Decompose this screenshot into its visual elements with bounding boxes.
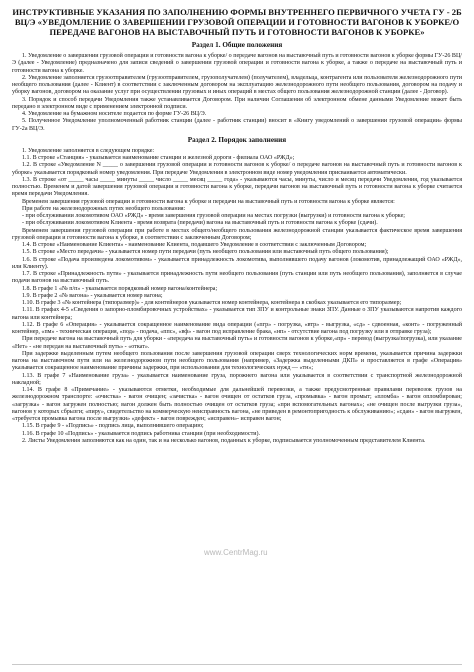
paragraph: 1.1. В строке «Станция» - указывается наименование станции и железной дороги - филиала ОАО «РЖД»; — [22, 155, 295, 161]
paragraph: 1.14. В графе 8 «Примечание» - указываются отметки, необходимые для дальнейшей перевозки, а также предусмотренные правилами перевозок грузов на железнодорожном транспорте: «очистка» - вагон очищен; «зачистка» - вагон очищен от остатков груза, «промывка» - вагон промыт; «пломба» - вагон опломбирован; «загрузка» - вагон загружен полностью; вагон должен быть полностью очищен от остатков груза; «при вспомогательных вагонах»; «не очищен после выгрузки груза», вагонов у которых сбрызги; «пиру», свидетельство на коммерческую неисправность вагона, «не приведен в ремонтопригодность к обслуживанию»; «сдан» - вагон выгружен, «требуется промывка вагона после выгрузки» «дефект» - вагон поврежден; «исправен»- исправен вагон; — [12, 387, 462, 422]
paragraph: 1. Уведомление заполняется в следующем порядке: — [22, 147, 155, 154]
paragraph: 4. Уведомление на бумажном носителе подается по форме ГУ-26 ВЦ/Э. — [22, 111, 207, 117]
paragraph: 3. Порядок и способ передачи Уведомления также устанавливается Договором. При наличии Соглашения об электронном обмене данными Уведомление может быть передано в электронном виде с применением электронной подписи. — [12, 96, 462, 110]
paragraph: 1.13. В графе 7 «Наименование груза» - указывается наименование груза, порожнего вагона или указывается в соответствии с транспортной железнодорожной накладной; — [12, 372, 462, 386]
paragraph: 1.2. В строке «Уведомление N _____ о завершении грузовой операции и готовности вагонов к уборке/ о передаче вагонов на выставочный путь и готовности вагонов к уборке» указывается порядковый номер уведомления. При передаче Уведомления в электронном виде номер уведомления присваивается автоматически. — [12, 162, 462, 176]
section-2-body — [12, 148, 462, 445]
divider — [12, 664, 462, 665]
paragraph: При работе на железнодорожных путях необщего пользования: — [22, 205, 186, 212]
section-1-heading: Раздел 1. Общие положения — [191, 41, 283, 49]
paragraph: При задержке выделенным путем необщего пользования после завершения грузовой операции сверх технологических норм времени, указывается причина задержки вагона на выставочном пути или на железнодорожном пути необщего пользования (например, «Задержка выделенными ДКП» и проставляется в графе «Операция» указывается сокращенное наименование причины задержки, при использовании для технологических нужд — «тн»; — [12, 350, 462, 372]
paragraph: 1.4. В строке «Наименование Клиента» - наименование Клиента, подавшего Уведомление в соответствии с заключенным Договором; — [22, 242, 367, 248]
paragraph: 1.9. В графе 2 «№ вагона» - указывается номер вагона; — [22, 292, 163, 299]
paragraph: 2. Листы Уведомления заполняются как на один, так и на несколько вагонов, поданных к уборке, подписывается уполномоченным представителем Клиента. — [22, 437, 426, 444]
paragraph: Временем завершения грузовой операции и готовности вагона к уборке и передачи на выставочный путь и готовности вагона к уборке является: — [22, 198, 395, 205]
paragraph: 1. Уведомление о завершении грузовой операции и готовности вагона к уборке/ о передаче вагонов на выставочный путь и готовности вагонов к уборке формы ГУ-26 ВЦ/Э (далее - Уведомление) предназначено для записи сведений о завершении грузовой операции и готовности вагона к уборке, а также о передаче на выставочный путь и готовности вагона к уборке. — [12, 53, 462, 74]
paragraph: При передаче вагона на выставочный путь для уборки - «передача на выставочный путь» и готовности вагонов к уборке,«пр» - перевод (выгрузка/погрузка), или указание «Нет» - «не передан на выставочный путь» - «откат». — [12, 336, 462, 350]
watermark: www.CentrMag.ru — [204, 548, 268, 557]
document-title: ИНСТРУКТИВНЫЕ УКАЗАНИЯ ПО ЗАПОЛНЕНИЮ ФОРМЫ ВНУТРЕННЕГО ПЕРВИЧНОГО УЧЕТА ГУ - 2Б ВЦ/Э «УВЕДОМЛЕНИЕ О ЗАВЕРШЕНИИ ГРУЗОВОЙ ОПЕРАЦИИ И ГОТОВНОСТИ ВАГОНОВ К УБОРКЕ/О ПЕРЕДАЧЕ ВАГОНОВ НА ВЫСТАВОЧНЫЙ ПУТЬ И ГОТОВНОСТИ ВАГОНОВ К УБОРКЕ» — [12, 7, 462, 37]
section-2-heading: Раздел 2. Порядок заполнения — [187, 135, 287, 144]
paragraph: - при обслуживании локомотивом ОАО «РЖД» - время завершения грузовой операции на местах погрузки (выгрузки) и готовности вагона к уборке; — [22, 213, 405, 219]
paragraph: - при обслуживании локомотивом Клиента - время возврата (передачи) вагона на выставочный путь и готовности вагона к уборке (сдачи). — [22, 220, 378, 227]
paragraph: 1.8. В графе 1 «№ п/п» - указывается порядковый номер вагона/контейнера; — [22, 285, 218, 292]
paragraph: 1.7. В строке «Принадлежность пути» - указывается принадлежность пути необщего пользования (путь станции или путь необщего пользования), заполняется в случае подачи вагонов на выставочный путь. — [12, 271, 462, 285]
paragraph: Временем завершения грузовой операции при работе в местах общего/необщего пользования железнодорожной станции указывается фактическое время завершения грузовой операции и готовности вагона к уборке, в соответствии с заключенным Договором; — [12, 227, 462, 241]
paragraph: 1.16. В графе 10 «Подпись» - указывается подпись работника станции (при необходимости). — [22, 430, 261, 437]
section-1-body — [12, 53, 462, 133]
paragraph: 1.5. В строке «Место передачи» - указывается номер пути передачи (путь необщего пользования или выставочный путь общего пользования); — [22, 249, 389, 256]
paragraph: 5. Полученное Уведомление уполномоченный работник станции (далее - работник станции) вносит в «Книгу уведомлений о завершении грузовой операции» формы ГУ-2а ВЦ/Э. — [12, 118, 462, 132]
paragraph: 1.6. В строке «Подача произведена локомотивом» - указывается принадлежность локомотива, выполнявшего подачу вагонов (локомотив, принадлежащий ОАО «РЖД», или Клиенту). — [12, 256, 462, 270]
paragraph: 1.10. В графе 3 «№ контейнера (типоразмер)» - для контейнеров указывается номер контейнера, контейнера в скобках указывается его типоразмер; — [22, 300, 402, 306]
paragraph: 1.3. В строке «от _____ часы _____ минуты _____ число _____ месяц _____ года» - указываются часы, минуты, число и месяц передачи Уведомления, год указывается полностью. Временем и датой завершения грузовой операции и готовности вагона к уборке, передачи вагонов на выставочный путь и готовности вагона к уборке считается время передачи Уведомления. — [12, 176, 462, 198]
paragraph: 1.12. В графе 6 «Операция» - указывается сокращенное наименование вида операции («пгр» - погрузка, «втр» - выгрузка, «сд» - сдвоенная, «конт» - погруженный контейнер, «пм» - техническая операция, «под» - подача, «ппс», «вф» - вагон под исправление брака, «нп» - отсутствие вагона под погрузку или в отправке груза); — [12, 321, 462, 335]
paragraph: 1.15. В графе 9 - «Подпись» - подпись лица, выполнившего операцию; — [22, 423, 204, 430]
paragraph: 1.11. В графах 4-5 «Сведения о запорно-пломбировочных устройствах» - указывается тип ЗПУ и контрольные знаки ЗПУ. Данные о ЗПУ указываются напротив каждого вагона или контейнера; — [12, 307, 462, 321]
paragraph: 2. Уведомление заполняется грузоотправителем (грузоотправителем, грузополучателем) (получателем), владельца, контрагента или пользователя железнодорожного пути необщего пользования (далее - Клиент) в соответствии с заключенным договором на эксплуатацию железнодорожного пути необщего пользования, договором на подачу и уборку вагонов, договором на оказание услуг при осуществлении грузовых и иных операций в местах общего пользования железнодорожной станции (далее - Договор). — [12, 74, 462, 96]
